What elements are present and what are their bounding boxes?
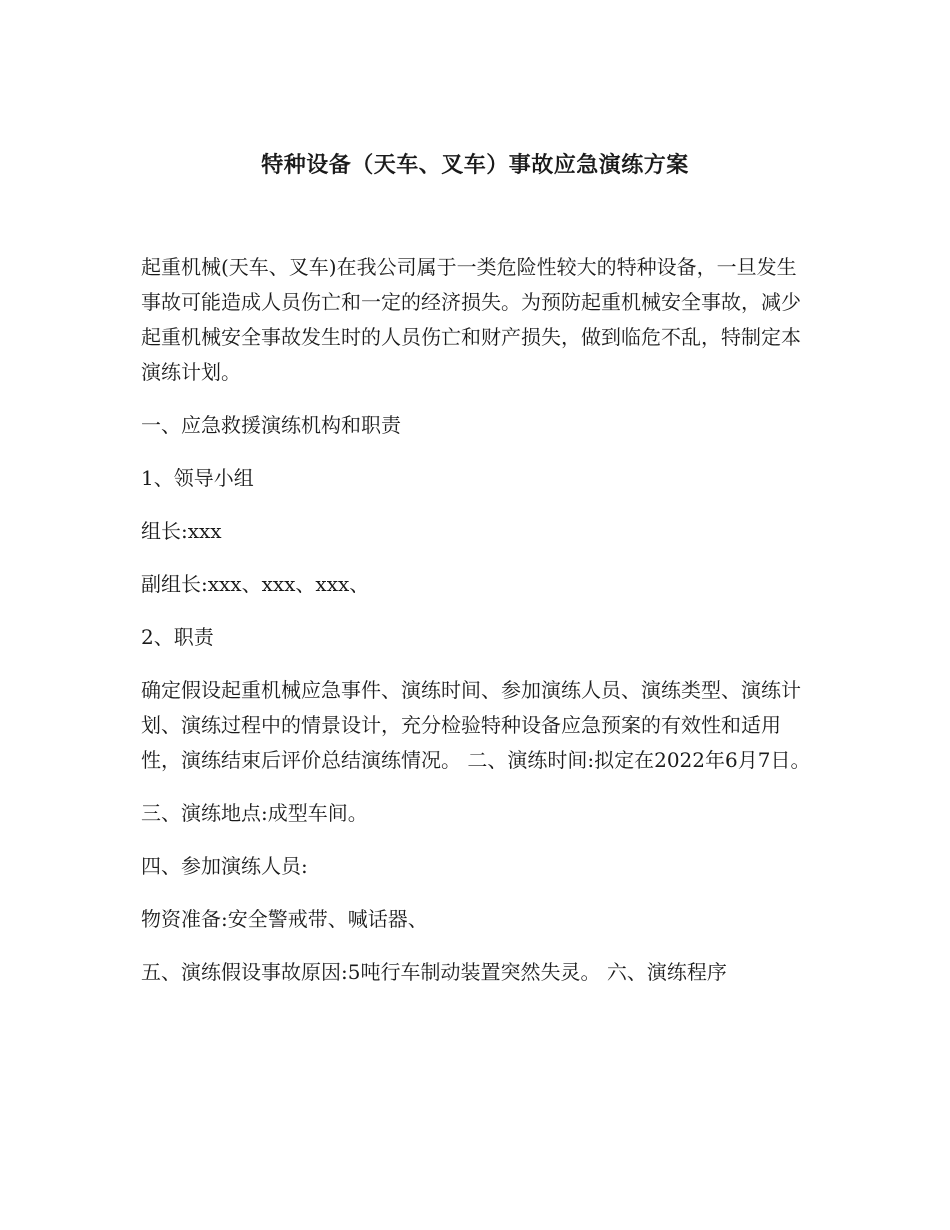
subsection-leadership-group: 1、领导小组 — [141, 466, 254, 490]
team-leader-line: 组长:xxx — [141, 519, 222, 543]
document-title: 特种设备（天车、叉车）事故应急演练方案 — [261, 152, 689, 178]
participants-line: 四、参加演练人员: — [141, 854, 308, 878]
subsection-duties: 2、职责 — [141, 625, 214, 649]
section-heading-organization: 一、应急救援演练机构和职责 — [141, 413, 401, 437]
deputy-leader-line: 副组长:xxx、xxx、xxx、 — [141, 572, 370, 596]
document-body — [141, 250, 811, 1008]
intro-paragraph: 起重机械(天车、叉车)在我公司属于一类危险性较大的特种设备，一旦发生事故可能造成人员伤亡和一定的经济损失。为预防起重机械安全事故，减少起重机械安全事故发生时的人员伤亡和财产损失，做到临危不乱，特制定本演练计划。 — [141, 255, 801, 384]
materials-line: 物资准备:安全警戒带、喊话器、 — [141, 907, 428, 931]
drill-location-line: 三、演练地点:成型车间。 — [141, 801, 368, 825]
duties-paragraph: 确定假设起重机械应急事件、演练时间、参加演练人员、演练类型、演练计划、演练过程中的情景设计，充分检验特种设备应急预案的有效性和适用性，演练结束后评价总结演练情况。 二、演练时间:拟定在2022年6月7日。 — [141, 678, 811, 772]
accident-cause-line: 五、演练假设事故原因:5吨行车制动装置突然失灵。 六、演练程序 — [141, 960, 727, 984]
